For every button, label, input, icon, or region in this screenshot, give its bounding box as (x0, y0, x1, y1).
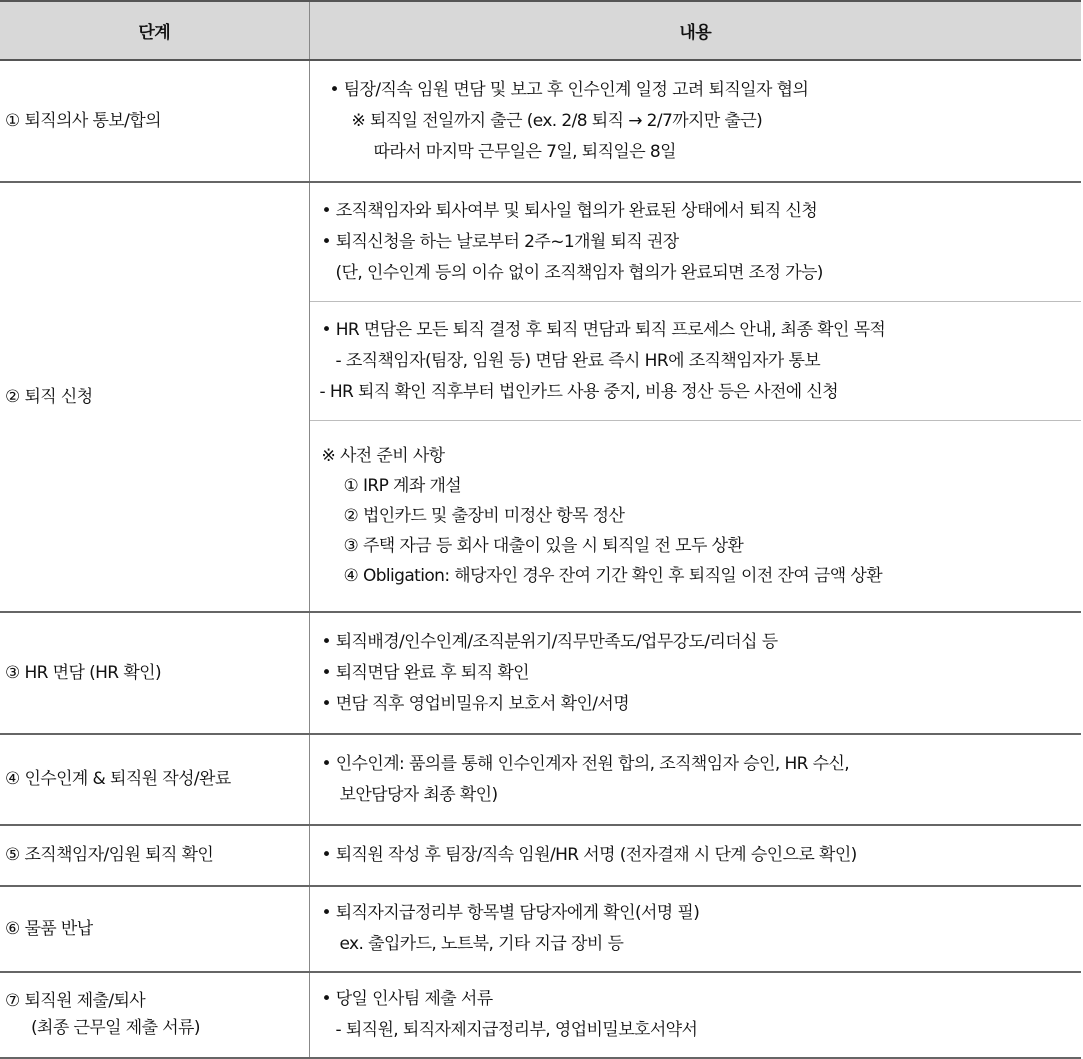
content-line: ※ 사전 준비 사항 (321, 446, 445, 466)
content-line: ② 법인카드 및 출장비 미정산 항목 정산 (343, 506, 625, 526)
content-line: 보안담당자 최종 확인) (339, 784, 498, 805)
content-cell (309, 612, 1081, 734)
content-line: ① IRP 계좌 개설 (343, 476, 462, 496)
stage-subtitle: (최종 근무일 제출 서류) (31, 1018, 200, 1038)
content-line: • HR 면담은 모든 퇴직 결정 후 퇴직 면담과 퇴직 프로세스 안내, 최종 확인 목적 (321, 319, 886, 340)
content-line: • 인수인계: 품의를 통해 인수인계자 전원 합의, 조직책임자 승인, HR 수신, (321, 753, 850, 774)
stage-cell: ⑤ 조직책임자/임원 퇴직 확인 (0, 825, 309, 886)
content-line: • 조직책임자와 퇴사여부 및 퇴사일 협의가 완료된 상태에서 퇴직 신청 (321, 200, 818, 221)
content-line: • 당일 인사팀 제출 서류 (321, 989, 493, 1009)
content-line: ③ 주택 자금 등 회사 대출이 있을 시 퇴직일 전 모두 상환 (343, 536, 744, 556)
content-cell (309, 421, 1081, 613)
table-row (0, 60, 1081, 182)
stage-cell: ⑥ 물품 반납 (0, 886, 309, 972)
stage-cell: ② 퇴직 신청 (0, 182, 309, 612)
content-line: (단, 인수인계 등의 이슈 없이 조직책임자 협의가 완료되면 조정 가능) (335, 262, 823, 283)
table-row (0, 182, 1081, 302)
table-row (0, 734, 1081, 825)
table-row (0, 972, 1081, 1058)
stage-cell (0, 972, 309, 1058)
table-header-row (0, 1, 1081, 60)
content-line: • 퇴직원 작성 후 팀장/직속 임원/HR 서명 (전자결재 시 단계 승인으로 확인) (321, 845, 857, 865)
header-stage: 단계 (0, 1, 309, 60)
content-cell (309, 886, 1081, 972)
table-row (0, 612, 1081, 734)
content-line: ④ Obligation: 해당자인 경우 잔여 기간 확인 후 퇴직일 이전 잔여 금액 상환 (343, 566, 883, 586)
content-line: • 팀장/직속 임원 면담 및 보고 후 인수인계 일정 고려 퇴직일자 협의 (329, 79, 809, 100)
content-line: - 퇴직원, 퇴직자제지급정리부, 영업비밀보호서약서 (335, 1020, 698, 1040)
content-line: • 면담 직후 영업비밀유지 보호서 확인/서명 (321, 693, 630, 714)
table-row (0, 825, 1081, 886)
content-line: • 퇴직면담 완료 후 퇴직 확인 (321, 662, 529, 683)
content-line: • 퇴직자지급정리부 항목별 담당자에게 확인(서명 필) (321, 903, 700, 923)
content-line: - 조직책임자(팀장, 임원 등) 면담 완료 즉시 HR에 조직책임자가 통보 (335, 350, 821, 371)
content-line: ※ 퇴직일 전일까지 출근 (ex. 2/8 퇴직 → 2/7까지만 출근) (351, 110, 763, 131)
content-cell (309, 302, 1081, 421)
content-line: - HR 퇴직 확인 직후부터 법인카드 사용 중지, 비용 정산 등은 사전에 신청 (319, 381, 839, 402)
table-row (0, 886, 1081, 972)
content-cell (309, 60, 1081, 182)
content-line: • 퇴직배경/인수인계/조직분위기/직무만족도/업무강도/리더십 등 (321, 631, 778, 652)
stage-cell: ③ HR 면담 (HR 확인) (0, 612, 309, 734)
stage-cell: ① 퇴직의사 통보/합의 (0, 60, 309, 182)
header-content: 내용 (309, 1, 1081, 60)
stage-cell: ④ 인수인계 & 퇴직원 작성/완료 (0, 734, 309, 825)
content-line: • 퇴직신청을 하는 날로부터 2주~1개월 퇴직 권장 (321, 231, 679, 252)
content-cell (309, 825, 1081, 886)
content-line: ex. 출입카드, 노트북, 기타 지급 장비 등 (339, 934, 624, 954)
content-cell (309, 734, 1081, 825)
content-line: 따라서 마지막 근무일은 7일, 퇴직일은 8일 (373, 141, 676, 162)
content-cell (309, 182, 1081, 302)
stage-title: ⑦ 퇴직원 제출/퇴사 (5, 991, 146, 1011)
content-cell (309, 972, 1081, 1058)
